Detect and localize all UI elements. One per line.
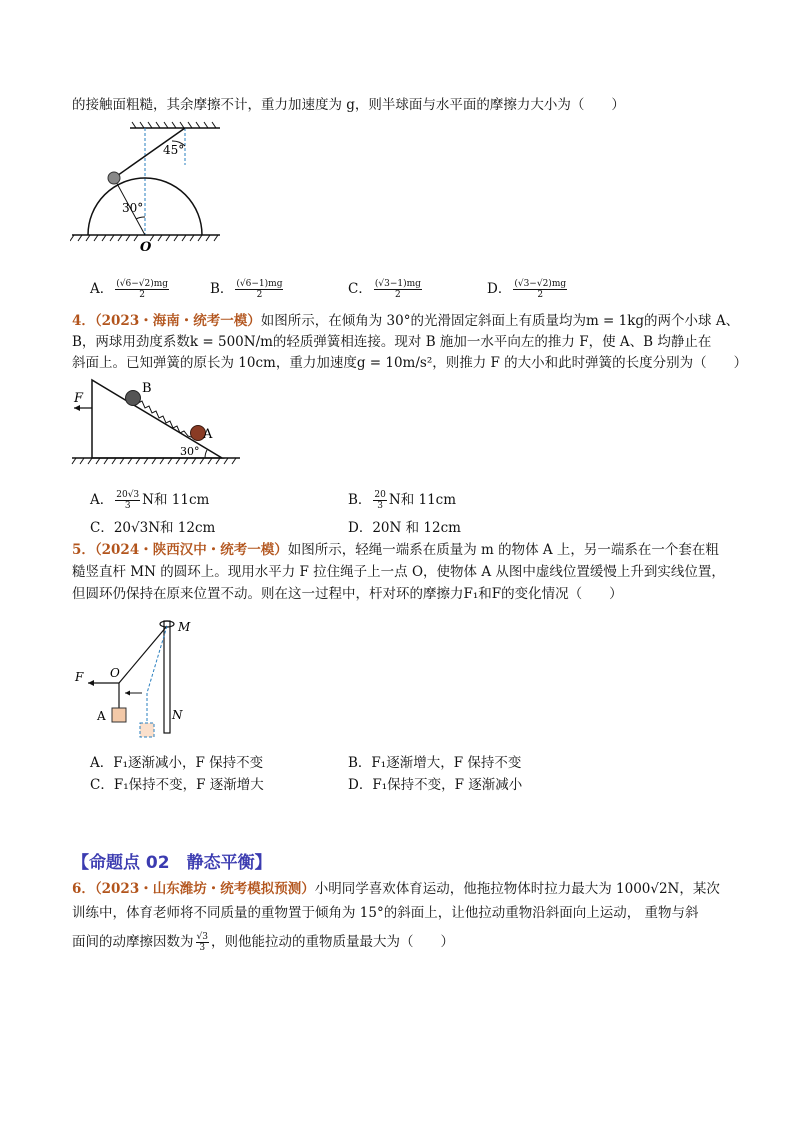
q4-option-b[interactable]: B． $\frac{20}{3}$ N和 11cm: [348, 490, 457, 511]
q4-ground-hatch: [72, 458, 236, 464]
q5-rod: [164, 621, 170, 733]
q4-source: 4．（2023・海南・统考一模）: [72, 313, 261, 329]
q4-angle-30: 30°: [180, 445, 200, 458]
q3-option-b[interactable]: B． $\frac{(√6-1)mg}{2}$: [210, 279, 283, 300]
q4-option-a[interactable]: A． $\frac{20√3}{3}$ N和 11cm: [90, 490, 210, 511]
q5-block-dashed: [140, 723, 154, 737]
q3-text-line: 的接触面粗糙，其余摩擦不计，重力加速度为 g，则半球面与水平面的摩擦力大小为（ ）: [72, 97, 625, 113]
q5-label-f: F: [75, 670, 84, 684]
q5-option-c[interactable]: C．F₁保持不变，F 逐渐增大: [90, 777, 264, 793]
q3-figure: [70, 120, 230, 255]
q5-source: 5．（2024・陕西汉中・统考一模）: [72, 542, 288, 558]
q3-angle-30: 30°: [122, 201, 144, 215]
q4-label-f: F: [74, 391, 84, 406]
q4-ball-b: [126, 391, 141, 406]
q6-line3: 面间的动摩擦因数为 $\frac{√3}{3}$ ，则他能拉动的重物质量最大为（ ）: [72, 932, 454, 953]
q3-option-c[interactable]: C． $\frac{(√3-1)mg}{2}$: [348, 279, 421, 300]
q4-figure: [70, 378, 245, 470]
q6-line1: 6．（2023・山东潍坊・统考模拟预测）小明同学喜欢体育运动，他拖拉物体时拉力最大为 1000√2N，某次: [72, 881, 720, 897]
q3-hemisphere: [88, 178, 202, 235]
q5-line1: 5．（2024・陕西汉中・统考一模）如图所示，轻绳一端系在质量为 m 的物体 A 上，另一端系在一个套在粗: [72, 542, 719, 558]
q5-figure: [72, 613, 202, 743]
q5-line3: 但圆环仍保持在原来位置不动。则在这一过程中，杆对环的摩擦力F₁和F的变化情况（ ）: [72, 586, 623, 602]
q6-line2: 训练中，体育老师将不同质量的重物置于倾角为 15°的斜面上，让他拉动重物沿斜面向上运动， 重物与斜: [72, 905, 699, 921]
q3-label-o: O: [140, 240, 152, 255]
q4-spring: [138, 401, 194, 438]
q4-option-d[interactable]: D．20N 和 12cm: [348, 520, 461, 536]
q3-angle-45: 45°: [163, 143, 185, 157]
q3-ball: [108, 172, 120, 184]
q5-option-b[interactable]: B．F₁逐渐增大，F 保持不变: [348, 755, 522, 771]
q3-ceiling-hatch: [132, 122, 216, 128]
q5-option-d[interactable]: D．F₁保持不变，F 逐渐减小: [348, 777, 523, 793]
q3-option-a[interactable]: A． $\frac{(√6-√2)mg}{2}$: [90, 279, 169, 300]
q3-option-d[interactable]: D． $\frac{(√3-√2)mg}{2}$: [487, 279, 567, 300]
q4-label-b: B: [142, 381, 152, 396]
q5-label-a: A: [97, 709, 106, 723]
q5-block-a: [112, 708, 126, 722]
q6-source: 6．（2023・山东潍坊・统考模拟预测）: [72, 881, 315, 897]
q5-label-n: N: [172, 708, 183, 722]
q5-label-m: M: [178, 620, 191, 634]
section-heading: 【命题点 02 静态平衡】: [72, 853, 272, 873]
q4-label-a: A: [203, 427, 213, 442]
q5-line2: 糙竖直杆 MN 的圆环上。现用水平力 F 拉住绳子上一点 O，使物体 A 从图中虚线位置缓慢上升到实线位置，: [72, 564, 725, 580]
q5-option-a[interactable]: A．F₁逐渐减小，F 保持不变: [90, 755, 264, 771]
q5-rope: [119, 626, 167, 683]
q4-line1: 4．（2023・海南・统考一模）如图所示，在倾角为 30°的光滑固定斜面上有质量均为m = 1kg的两个小球 A、: [72, 313, 740, 329]
q4-option-c[interactable]: C．20√3N和 12cm: [90, 520, 216, 536]
q5-label-o: O: [110, 666, 120, 680]
q4-incline: [92, 380, 222, 458]
q4-line3: 斜面上。已知弹簧的原长为 10cm，重力加速度g = 10m/s²，则推力 F 的大小和此时弹簧的长度分别为（ ）: [72, 355, 748, 371]
q4-line2: B，两球用劲度系数k = 500N/m的轻质弹簧相连接。现对 B 施加一水平向左的推力 F，使 A、B 均静止在: [72, 334, 712, 350]
